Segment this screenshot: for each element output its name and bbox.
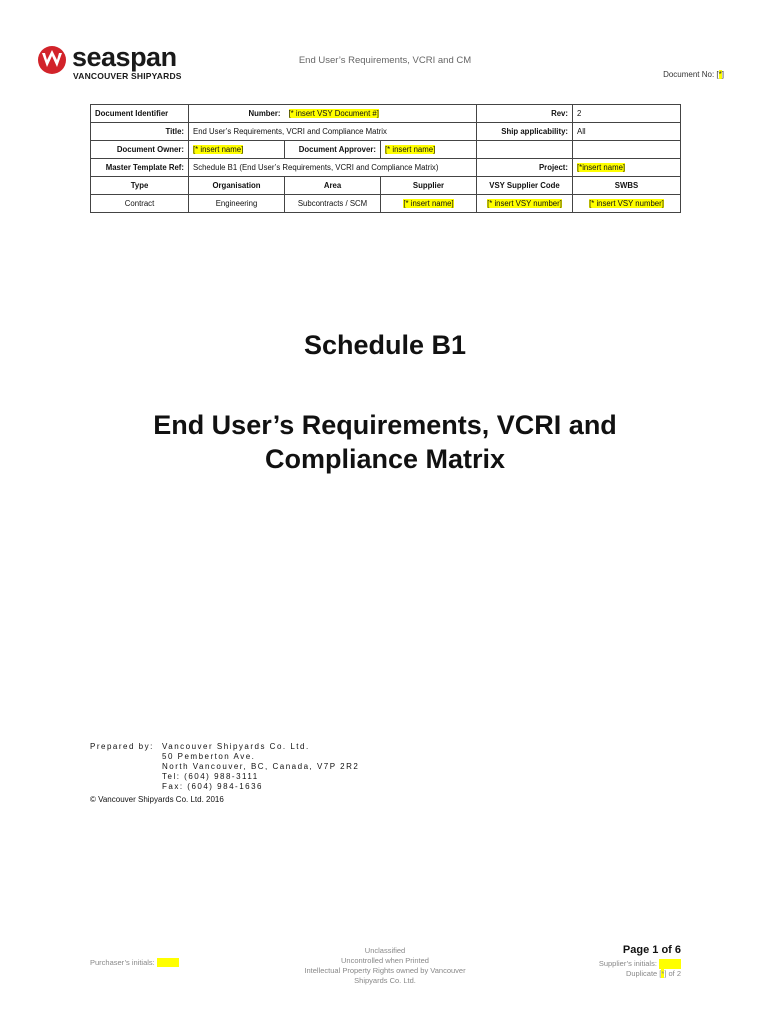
uncontrolled-notice: Uncontrolled when Printed	[341, 956, 429, 965]
duplicate-prefix: Duplicate [	[625, 969, 662, 978]
duplicate-value[interactable]: *	[661, 969, 665, 978]
approver-value-text: [* insert name]	[385, 145, 436, 154]
empty-cell	[477, 141, 573, 159]
project-value-text: [*insert name]	[577, 163, 626, 172]
document-title	[0, 408, 770, 476]
master-template-label: Master Template Ref:	[91, 159, 189, 177]
schedule-heading: Schedule B1	[303, 330, 467, 360]
address-line: Vancouver Shipyards Co. Ltd.	[162, 742, 310, 751]
header-swbs: SWBS	[573, 177, 681, 195]
header-title: End User’s Requirements, VCRI and CM	[298, 55, 472, 66]
supplier-initials-field[interactable]	[659, 959, 681, 969]
type-value[interactable]: Contract	[91, 195, 189, 213]
address-line: Tel: (604) 988-3111	[162, 772, 259, 781]
vsy-supplier-code-text: [* insert VSY number]	[487, 199, 562, 208]
vsy-supplier-code-value[interactable]	[477, 195, 573, 213]
address-line: North Vancouver, BC, Canada, V7P 2R2	[162, 762, 360, 771]
title-label: Title:	[91, 123, 189, 141]
copyright: © Vancouver Shipyards Co. Ltd. 2016	[90, 795, 224, 804]
owner-value-text: [* insert name]	[193, 145, 244, 154]
prepared-by-address	[162, 742, 359, 792]
rev-label: Rev:	[477, 105, 573, 123]
owner-value[interactable]	[189, 141, 285, 159]
supplier-initials-label: Supplier’s initials:	[598, 959, 657, 968]
area-value[interactable]: Subcontracts / SCM	[285, 195, 381, 213]
title-line-2: Compliance Matrix	[264, 444, 506, 474]
supplier-value[interactable]	[381, 195, 477, 213]
header-vsy-supplier-code: VSY Supplier Code	[477, 177, 573, 195]
logo-wordmark: seaspan	[72, 42, 177, 72]
footer-notice	[283, 946, 487, 986]
ship-applicability-label: Ship applicability:	[477, 123, 573, 141]
swbs-value-text: [* insert VSY number]	[589, 199, 664, 208]
rev-value[interactable]: 2	[573, 105, 681, 123]
document-number	[663, 70, 724, 79]
logo-subtitle: VANCOUVER SHIPYARDS	[73, 71, 182, 81]
organisation-value[interactable]: Engineering	[189, 195, 285, 213]
ship-applicability-value[interactable]: All	[573, 123, 681, 141]
project-value[interactable]	[573, 159, 681, 177]
approver-value[interactable]	[381, 141, 477, 159]
purchaser-initials-label: Purchaser’s initials:	[90, 958, 155, 967]
number-value[interactable]	[285, 105, 477, 123]
title-value[interactable]: End User’s Requirements, VCRI and Compliance Matrix	[189, 123, 477, 141]
page-number: Page 1 of 6	[622, 944, 681, 956]
duplicate-count	[599, 969, 681, 979]
purchaser-initials	[90, 958, 179, 967]
doc-no-label: Document No: [	[663, 70, 719, 79]
duplicate-suffix: ] of 2	[664, 969, 681, 978]
header-area: Area	[285, 177, 381, 195]
doc-no-value[interactable]: *	[718, 70, 722, 79]
ip-notice-line-1: Intellectual Property Rights owned by Vancouver	[304, 966, 466, 975]
master-template-value[interactable]: Schedule B1 (End User’s Requirements, VCRI and Compliance Matrix)	[189, 159, 477, 177]
title-line-1: End User’s Requirements, VCRI and	[153, 410, 617, 440]
address-line: Fax: (604) 984-1636	[162, 782, 263, 791]
header-organisation: Organisation	[189, 177, 285, 195]
ip-notice-line-2: Shipyards Co. Ltd.	[354, 976, 416, 985]
prepared-by-label: Prepared by:	[90, 742, 154, 751]
project-label: Project:	[477, 159, 573, 177]
purchaser-initials-field[interactable]	[157, 958, 179, 967]
doc-no-close: ]	[721, 70, 724, 79]
number-label: Number:	[189, 105, 285, 123]
empty-cell	[573, 141, 681, 159]
header-type: Type	[91, 177, 189, 195]
doc-identifier-label: Document Identifier	[91, 105, 189, 123]
number-value-text: [* insert VSY Document #]	[288, 109, 379, 118]
approver-label: Document Approver:	[285, 141, 381, 159]
supplier-initials	[599, 959, 681, 979]
classification: Unclassified	[364, 946, 406, 955]
document-identifier-table	[90, 104, 681, 213]
supplier-value-text: [* insert name]	[403, 199, 454, 208]
address-line: 50 Pemberton Ave.	[162, 752, 256, 761]
header-supplier: Supplier	[381, 177, 477, 195]
swbs-value[interactable]	[573, 195, 681, 213]
owner-label: Document Owner:	[91, 141, 189, 159]
